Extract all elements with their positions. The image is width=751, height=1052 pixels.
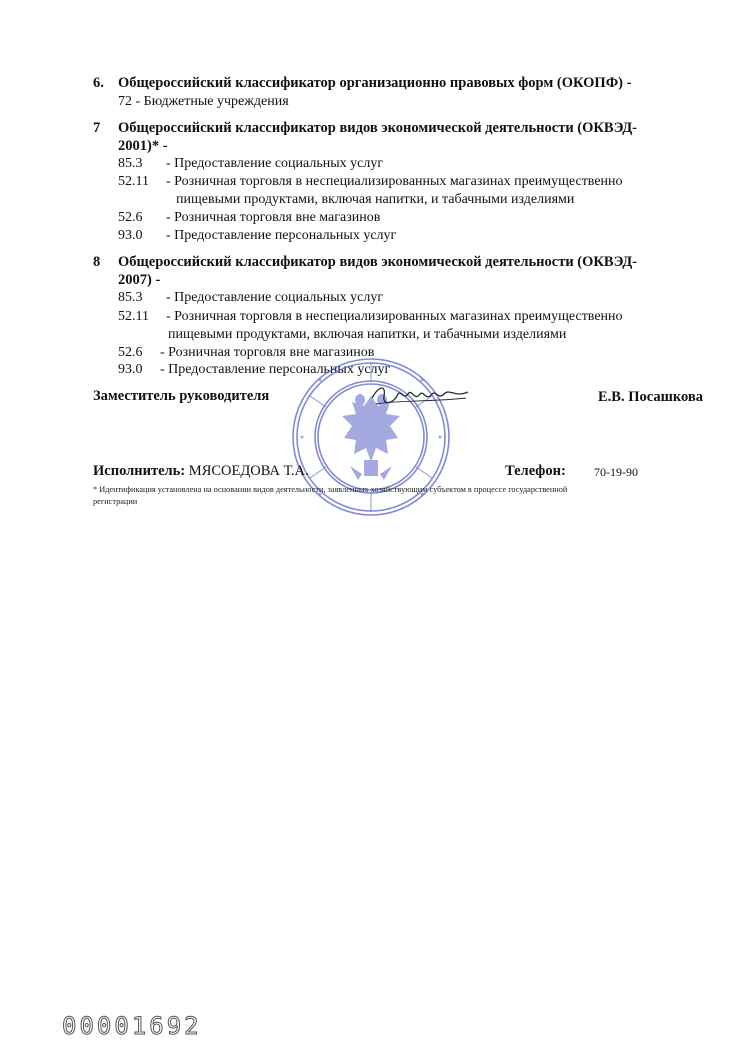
item-text: - Розничная торговля вне магазинов (166, 210, 381, 225)
section-7-item-continuation: пищевыми продуктами, включая напитки, и табачными изделиями (176, 192, 575, 207)
item-text: - Розничная торговля в неспециализированных магазинах преимущественно (166, 174, 623, 189)
section-8-heading-line-2: 2007) - (118, 272, 161, 288)
item-code: 85.3 (118, 156, 143, 171)
item-text: - Розничная торговля в неспециализированных магазинах преимущественно (166, 309, 623, 324)
section-6-item (118, 93, 289, 110)
item-code: 93.0 (118, 228, 143, 243)
footnote-line-1: * Идентификация установлена на основании видов деятельности, заявленных хозяйствующим субъектом в процессе государственной (93, 485, 568, 494)
document-serial-number: 00001692 (62, 1012, 202, 1040)
executor-label: Исполнитель: (93, 463, 186, 479)
handwritten-signature (370, 380, 470, 410)
item-text: - Предоставление персональных услуг (166, 228, 397, 243)
signatory-position: Заместитель руководителя (93, 388, 270, 404)
item-code: 93.0 (118, 362, 143, 377)
item-code: 85.3 (118, 290, 143, 305)
phone-number: 70-19-90 (594, 465, 638, 479)
phone-label: Телефон: (505, 463, 566, 479)
section-6-heading: Общероссийский классификатор организационно правовых форм (ОКОПФ) - (118, 75, 632, 91)
section-8-item (118, 289, 383, 306)
item-code: 52.6 (118, 210, 143, 225)
item-code: 52.6 (118, 345, 143, 360)
section-7-item (118, 173, 623, 190)
section-7-heading-line-1: Общероссийский классификатор видов экономической деятельности (ОКВЭД- (118, 120, 638, 136)
item-text: - Предоставление социальных услуг (166, 156, 384, 171)
item-code: 52.11 (118, 309, 149, 324)
section-7-item (118, 209, 380, 226)
section-8-number: 8 (93, 254, 101, 270)
executor-line (93, 463, 309, 480)
section-8-heading-line-1: Общероссийский классификатор видов экономической деятельности (ОКВЭД- (118, 254, 638, 270)
item-text: - Розничная торговля вне магазинов (160, 345, 375, 360)
executor-name: МЯСОЕДОВА Т.А. (188, 463, 309, 479)
signatory-name: Е.В. Посашкова (598, 389, 703, 405)
section-8-item (118, 308, 623, 325)
section-7-item (118, 155, 383, 172)
item-code: 72 (118, 94, 132, 109)
footnote-line-2: регистрации (93, 497, 138, 506)
section-7-heading-line-2: 2001)* - (118, 138, 168, 154)
section-6-number: 6. (93, 75, 104, 91)
item-code: 52.11 (118, 174, 149, 189)
item-text: - Предоставление персональных услуг (160, 362, 391, 377)
section-8-item-continuation: пищевыми продуктами, включая напитки, и табачными изделиями (168, 327, 567, 342)
item-text: - Предоставление социальных услуг (166, 290, 384, 305)
section-7-number: 7 (93, 120, 101, 136)
item-text: - Бюджетные учреждения (135, 94, 289, 109)
section-7-item (118, 227, 396, 244)
